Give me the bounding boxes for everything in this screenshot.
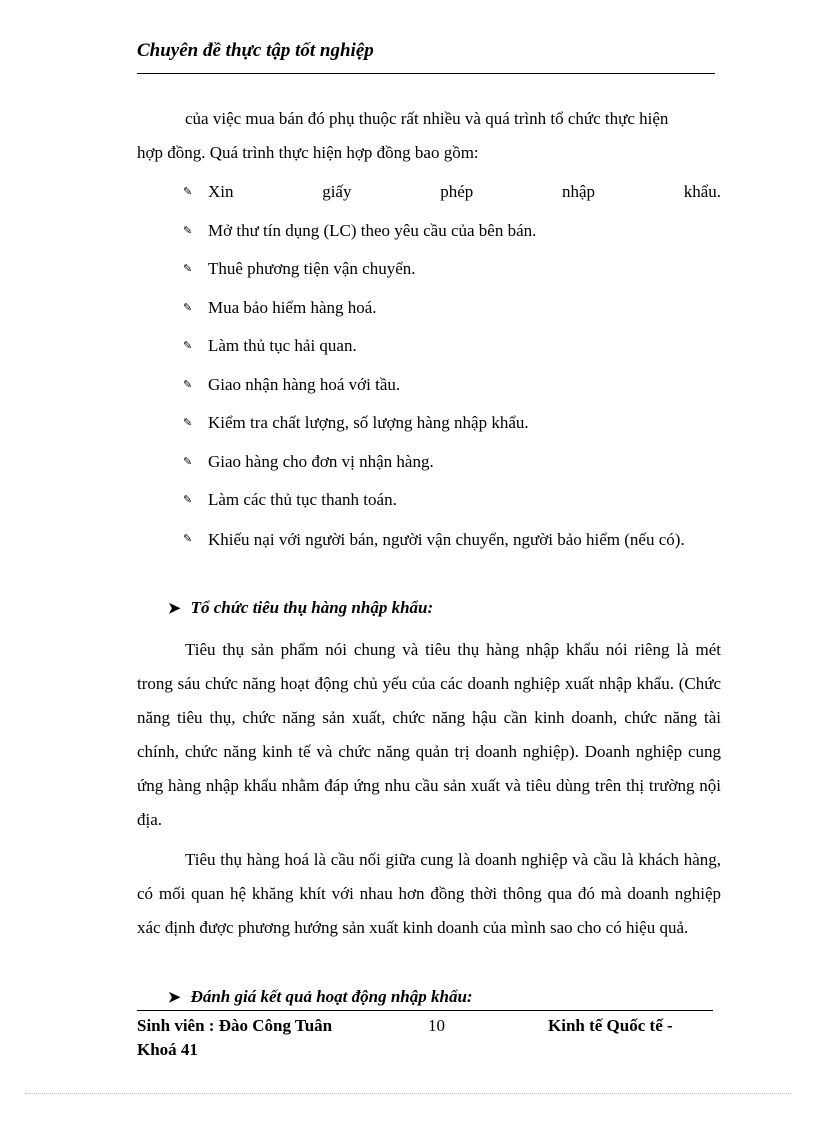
pencil-pointer-icon: ✎ [183,263,193,275]
intro-line-1: của việc mua bán đó phụ thuộc rất nhiều và quá trình tổ chức thực hiện [185,109,669,128]
procedure-list [183,173,721,556]
arrow-bullet-icon: ➤ [168,601,181,617]
pencil-pointer-icon: ✎ [183,186,193,198]
pencil-pointer-icon: ✎ [183,494,193,506]
pencil-pointer-icon: ✎ [183,301,193,314]
section-heading-consumption: ➤ Tổ chức tiêu thụ hàng nhập khẩu: [168,598,434,617]
page-bottom-border [25,1093,791,1094]
section-heading-evaluation: ➤ Đánh giá kết quả hoạt động nhập khẩu: [168,987,473,1006]
pencil-pointer-icon: ✎ [183,455,193,468]
pencil-pointer-icon: ✎ [183,340,193,352]
footer-student: Sinh viên : Đào Công Tuân [137,1016,333,1035]
pencil-pointer-icon: ✎ [183,417,193,429]
header-divider [137,73,715,74]
arrow-bullet-icon: ➤ [168,990,181,1006]
list-item: ✎ Kiểm tra chất lượng, số lượng hàng nhập khẩu. [183,404,721,443]
list-item: ✎ Mở thư tín dụng (LC) theo yêu cầu của bên bán. [183,212,721,251]
list-item: ✎ Xin giấy phép nhập khẩu. [183,173,721,212]
consumption-paragraph-1: Tiêu thụ sản phẩm nói chung và tiêu thụ hàng nhập khẩu nói riêng là mét trong sáu chức năng hoạt động chủ yếu của các doanh nghiệp xuất nhập khẩu. (Chức năng tiêu thụ, chức năng sản xuất, chức năng hậu cần kinh doanh, chức năng tài chính, chức năng kinh tế và chức năng quản trị doanh nghiệp). Doanh nghiệp cung ứng hàng nhập khẩu nhằm đáp ứng nhu cầu sản xuất và tiêu dùng trên thị trường nội địa. [137,640,721,829]
list-item: ✎ Làm thủ tục hải quan. [183,327,721,366]
list-item: ✎ Thuê phương tiện vận chuyển. [183,250,721,289]
pencil-pointer-icon: ✎ [183,532,193,545]
pencil-pointer-icon: ✎ [183,224,193,237]
footer-divider [137,1010,713,1011]
list-item: ✎ Giao nhận hàng hoá với tầu. [183,366,721,405]
list-item: ✎ Mua bảo hiểm hàng hoá. [183,289,721,328]
consumption-paragraph-2: Tiêu thụ hàng hoá là cầu nối giữa cung là doanh nghiệp và cầu là khách hàng, có mối quan hệ khăng khít với nhau hơn đồng thời thông qua đó mà doanh nghiệp xác định được phương hướng sản xuất kinh doanh của mình sao cho có hiệu quả. [137,850,721,937]
list-item: ✎ Giao hàng cho đơn vị nhận hàng. [183,443,721,482]
pencil-pointer-icon: ✎ [183,378,193,391]
page-header-title: Chuyên đề thực tập tốt nghiệp [137,40,374,61]
footer-cohort: Khoá 41 [137,1040,198,1059]
footer-major: Kinh tế Quốc tế - [548,1016,673,1035]
list-item: ✎ Khiếu nại với người bán, người vận chuyển, người bảo hiểm (nếu có). [183,520,721,556]
intro-line-2: hợp đồng. Quá trình thực hiện hợp đồng bao gồm: [137,143,479,162]
list-item: ✎ Làm các thủ tục thanh toán. [183,481,721,520]
intro-paragraph [137,102,721,170]
page-number: 10 [428,1016,445,1035]
